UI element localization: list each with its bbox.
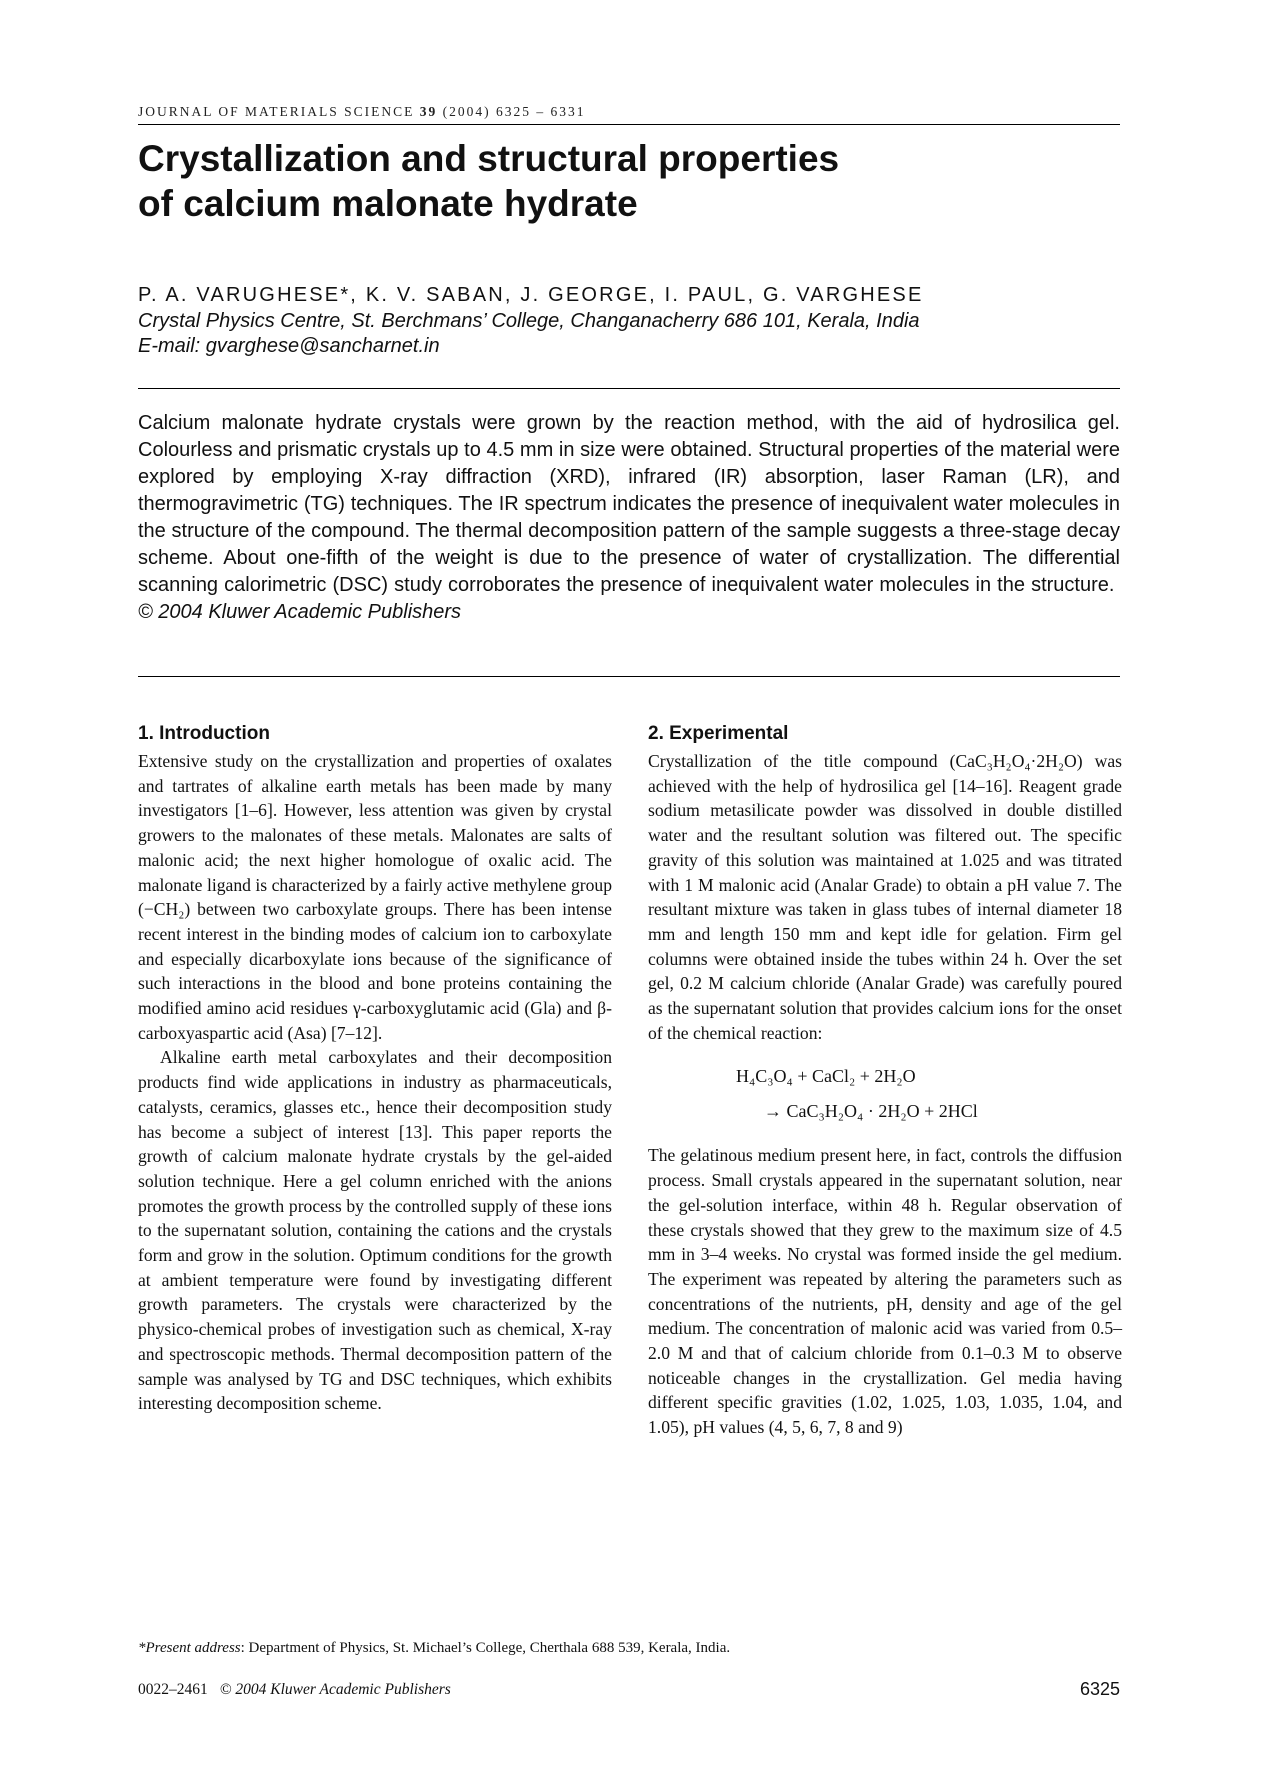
paper-page xyxy=(138,0,1120,1772)
abstract-top-rule xyxy=(138,388,1120,389)
footnote-label: *Present address xyxy=(138,1640,241,1656)
right-column xyxy=(648,722,1122,1440)
experimental-paragraph-1: Crystallization of the title compound (CaC₃H₂O₄·2H₂O) was achieved with the help of hydrosilica gel [14–16]. Reagent grade sodium metasilicate powder was dissolved in double distilled water and the resultant solution was filtered out. The specific gravity of this solution was maintained at 1.025 and was titrated with 1 M malonic acid (Analar Grade) to obtain a pH value 7. The resultant mixture was taken in glass tubes of internal diameter 18 mm and length 150 mm and kept idle for gelation. Firm gel columns were obtained inside the tubes within 24 h. Over the set gel, 0.2 M calcium chloride (Analar Grade) was carefully poured as the supernatant solution that provides calcium ions for the onset of the chemical reaction: xyxy=(648,751,1122,1043)
paper-title xyxy=(138,136,1120,226)
header-rule xyxy=(138,124,1120,125)
footer-copyright: © 2004 Kluwer Academic Publishers xyxy=(219,1681,451,1698)
page-number: 6325 xyxy=(1079,1679,1120,1699)
introduction-paragraph-2: Alkaline earth metal carboxylates and their decomposition products find wide applications in industry as pharmaceuticals, catalysts, ceramics, glasses etc., hence their decomposition study has become a subject of interest [13]. This paper reports the growth of calcium malonate hydrate crystals by the gel-aided solution technique. Here a gel column enriched with the anions promotes the growth process by the controlled supply of these ions to the supernatant solution, containing the cations and the crystals form and grow in the solution. Optimum conditions for the growth at ambient temperature were found by investigating different growth parameters. The crystals were characterized by the physico-chemical probes of investigation such as chemical, X-ray and spectroscopic methods. Thermal decomposition pattern of the sample was analysed by TG and DSC techniques, which exhibits interesting decomposition scheme. xyxy=(138,1047,612,1414)
abstract-copyright: © 2004 Kluwer Academic Publishers xyxy=(138,601,462,623)
introduction-heading: 1. Introduction xyxy=(138,723,270,744)
affiliation: Crystal Physics Centre, St. Berchmans’ College, Changanacherry 686 101, Kerala, India xyxy=(138,310,920,332)
equation-line-1: H₄C₃O₄ + CaCl₂ + 2H₂O xyxy=(736,1066,916,1087)
title-line-2: of calcium malonate hydrate xyxy=(138,183,638,224)
introduction-paragraph-1: Extensive study on the crystallization and properties of oxalates and tartrates of alkaline earth metals has been made by many investigators [1–6]. However, less attention was given by crystal growers to the malonates of these metals. Malonates are salts of malonic acid; the next higher homologue of oxalic acid. The malonate ligand is characterized by a fairly active methylene group (−CH₂) between two carboxylate groups. There has been intense recent interest in the binding modes of calcium ion to carboxylate and especially dicarboxylate ions because of the significance of such interactions in the blood and bone proteins containing the modified amino acid residues γ-carboxyglutamic acid (Gla) and β-carboxyaspartic acid (Asa) [7–12]. xyxy=(138,751,612,1043)
experimental-paragraph-2: The gelatinous medium present here, in fact, controls the diffusion process. Small crystals appeared in the supernatant solution, near the gel-solution interface, within 48 h. Regular observation of these crystals showed that they grew to the maximum size of 4.5 mm in 3–4 weeks. No crystal was formed inside the gel medium. The experiment was repeated by altering the parameters such as concentrations of the nutrients, pH, density and age of the gel medium. The concentration of malonic acid was varied from 0.5–2.0 M and that of calcium chloride from 0.1–0.3 M to observe noticeable changes in the crystallization. Gel media having different specific gravities (1.02, 1.025, 1.03, 1.035, 1.04, and 1.05), pH values (4, 5, 6, 7, 8 and 9) xyxy=(648,1145,1122,1438)
journal-header xyxy=(138,104,1120,120)
abstract-text: Calcium malonate hydrate crystals were grown by the reaction method, with the aid of hydrosilica gel. Colourless and prismatic crystals up to 4.5 mm in size were obtained. Structural properties of the material were explored by employing X-ray diffraction (XRD), infrared (IR) absorption, laser Raman (LR), and thermogravimetric (TG) techniques. The IR spectrum indicates the presence of inequivalent water molecules in the structure of the compound. The thermal decomposition pattern of the sample suggests a three-stage decay scheme. About one-fifth of the weight is due to the presence of water of crystallization. The differential scanning calorimetric (DSC) study corroborates the presence of inequivalent water molecules in the structure. xyxy=(138,412,1120,596)
journal-name: JOURNAL OF MATERIALS SCIENCE xyxy=(138,104,415,119)
footer-issn-copyright xyxy=(138,1681,451,1699)
author-list: P. A. VARUGHESE*, K. V. SABAN, J. GEORGE, I. PAUL, G. VARGHESE xyxy=(138,284,924,306)
abstract xyxy=(138,410,1120,626)
left-column xyxy=(138,722,612,1416)
journal-volume: 39 xyxy=(419,104,438,119)
footer-issn: 0022–2461 xyxy=(138,1681,208,1698)
experimental-heading: 2. Experimental xyxy=(648,723,789,744)
reaction-equation xyxy=(648,1059,1122,1129)
footnote xyxy=(138,1640,730,1657)
journal-year-pages: (2004) 6325 – 6331 xyxy=(442,104,586,119)
author-email: E-mail: gvarghese@sancharnet.in xyxy=(138,335,440,357)
footnote-text: : Department of Physics, St. Michael’s College, Cherthala 688 539, Kerala, India. xyxy=(240,1640,731,1656)
title-line-1: Crystallization and structural properties xyxy=(138,138,840,179)
abstract-bottom-rule xyxy=(138,676,1120,677)
equation-line-2: → CaC₃H₂O₄ · 2H₂O + 2HCl xyxy=(764,1101,978,1122)
